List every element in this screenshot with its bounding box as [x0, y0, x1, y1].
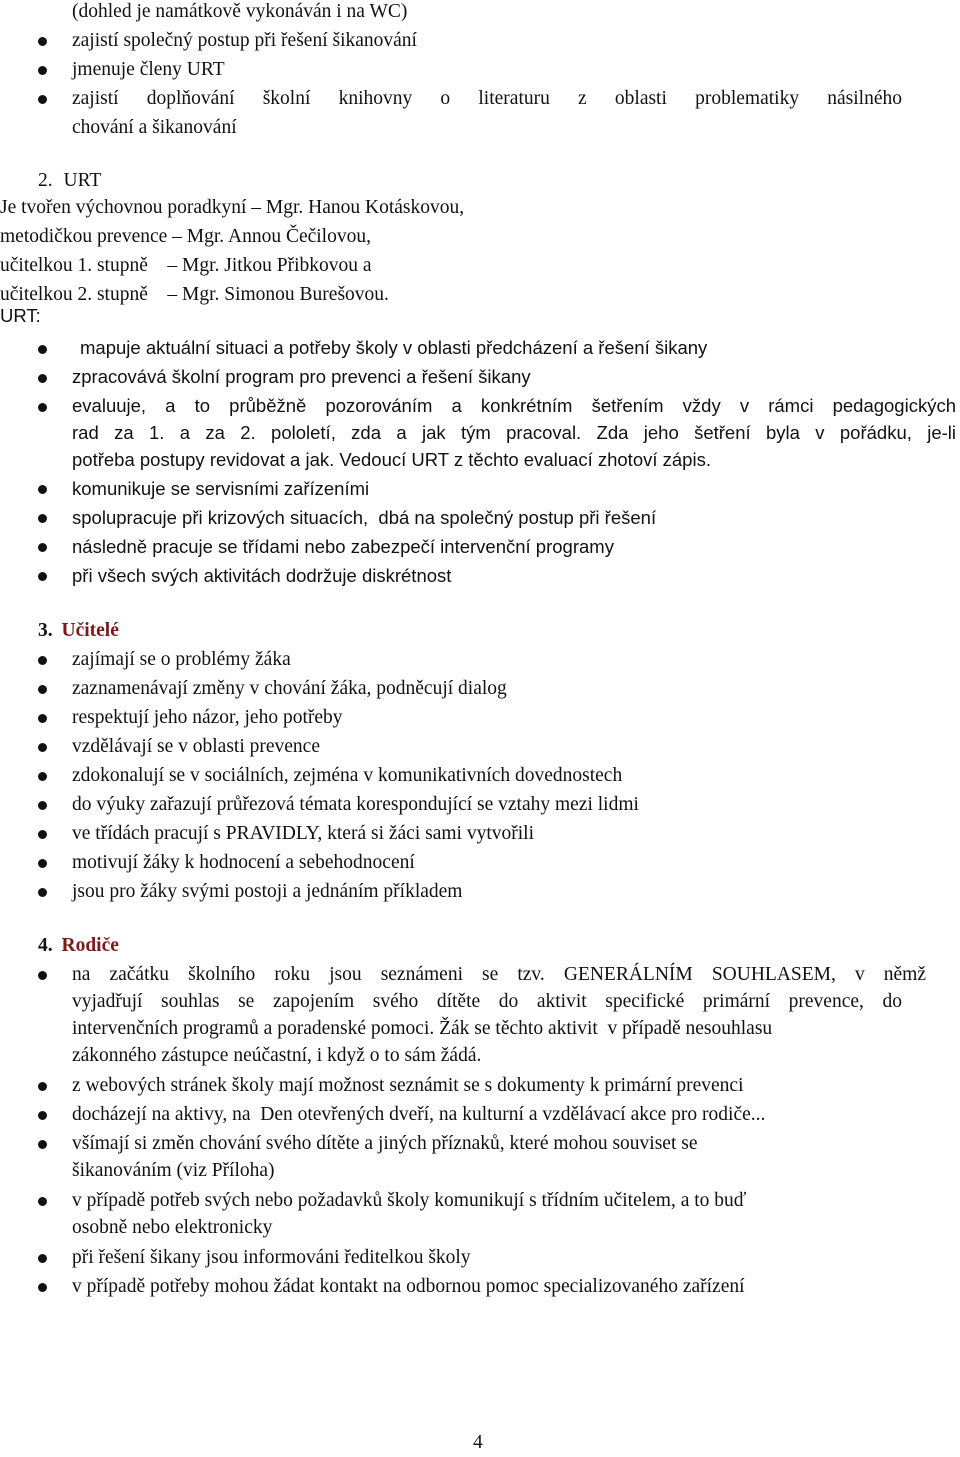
bullet-icon	[38, 801, 47, 810]
parent-item: z webových stránek školy mají možnost seznámit se s dokumenty k primární prevenci	[72, 1075, 744, 1096]
urt-item: následně pracuje se třídami nebo zabezpečí intervenční programy	[72, 536, 614, 557]
section-4-heading	[38, 931, 119, 960]
parent-item-continued: osobně nebo elektronicky	[72, 1217, 273, 1238]
bullet-icon	[38, 1082, 47, 1091]
page-number: 4	[473, 1432, 483, 1453]
urt-composition-line-2: metodičkou prevence – Mgr. Annou Čečilovou,	[0, 226, 371, 247]
bullet-icon	[38, 1254, 47, 1263]
teacher-item: respektují jeho názor, jeho potřeby	[72, 707, 343, 728]
bullet-icon	[38, 403, 47, 412]
teacher-item: jsou pro žáky svými postoji a jednáním příkladem	[72, 881, 463, 902]
teacher-item: zaznamenávají změny v chování žáka, podněcují dialog	[72, 678, 507, 699]
intro-line-4: zajistí doplňování školní knihovny o literaturu z oblasti problematiky násilného	[72, 88, 902, 109]
urt-item: při všech svých aktivitách dodržuje diskrétnost	[72, 565, 452, 586]
urt-item: zpracovává školní program pro prevenci a řešení šikany	[72, 366, 531, 387]
section-3-number: 3.	[38, 620, 53, 641]
parent-item: všímají si změn chování svého dítěte a jiných příznaků, které mohou souviset se	[72, 1133, 698, 1154]
bullet-icon	[38, 714, 47, 723]
urt-item-continued: rad za 1. a za 2. pololetí, zda a jak tým pracoval. Zda jeho šetření byla v pořádku, je-li	[72, 422, 956, 443]
urt-item: spolupracuje při krizových situacích, dbá na společný postup při řešení	[72, 507, 657, 528]
section-4-number: 4.	[38, 935, 53, 956]
urt-item: mapuje aktuální situaci a potřeby školy v oblasti předcházení a řešení šikany	[80, 337, 708, 358]
bullet-icon	[38, 572, 47, 581]
bullet-icon	[38, 66, 47, 75]
urt-item-continued: potřeba postupy revidovat a jak. Vedoucí URT z těchto evaluací zhotoví zápis.	[72, 449, 711, 470]
parent-item-continued: zákonného zástupce neúčastní, i když o to sám žádá.	[72, 1045, 482, 1066]
section-3-heading	[38, 616, 119, 645]
parent-item-continued: šikanováním (viz Příloha)	[72, 1160, 275, 1181]
intro-line-3: jmenuje členy URT	[72, 59, 225, 80]
parent-item-continued: intervenčních programů a poradenské pomoci. Žák se těchto aktivit v případě nesouhlasu	[72, 1018, 773, 1039]
bullet-icon	[38, 543, 47, 552]
bullet-icon	[38, 685, 47, 694]
section-2-number: 2.	[38, 170, 53, 191]
intro-line-2: zajistí společný postup při řešení šikanování	[72, 30, 417, 51]
bullet-icon	[38, 888, 47, 897]
bullet-icon	[38, 1111, 47, 1120]
intro-line-5: chování a šikanování	[72, 117, 237, 138]
urt-label: URT:	[0, 305, 41, 326]
section-4-title: Rodiče	[61, 935, 119, 956]
bullet-icon	[38, 971, 47, 980]
bullet-icon	[38, 345, 47, 354]
bullet-icon	[38, 95, 47, 104]
bullet-icon	[38, 859, 47, 868]
section-2-title: URT	[63, 170, 102, 191]
urt-composition-line-1: Je tvořen výchovnou poradkyní – Mgr. Hanou Kotáskovou,	[0, 197, 465, 218]
bullet-icon	[38, 485, 47, 494]
parent-item: v případě potřeby mohou žádat kontakt na odbornou pomoc specializovaného zařízení	[72, 1276, 745, 1297]
bullet-icon	[38, 830, 47, 839]
bullet-icon	[38, 514, 47, 523]
urt-item: komunikuje se servisními zařízeními	[72, 478, 370, 499]
parent-item: docházejí na aktivy, na Den otevřených dveří, na kulturní a vzdělávací akce pro rodiče...	[72, 1104, 766, 1125]
intro-line-1: (dohled je namátkově vykonáván i na WC)	[72, 1, 408, 22]
section-3-title: Učitelé	[61, 620, 119, 641]
parent-item: při řešení šikany jsou informováni ředitelkou školy	[72, 1247, 471, 1268]
urt-composition-line-3: učitelkou 1. stupně – Mgr. Jitkou Přibkovou a	[0, 255, 372, 276]
parent-item-continued: vyjadřují souhlas se zapojením svého dítěte do aktivit specifické primární prevence, do	[72, 991, 902, 1012]
urt-item: evaluuje, a to průběžně pozorováním a konkrétním šetřením vždy v rámci pedagogických	[72, 395, 956, 416]
bullet-icon	[38, 772, 47, 781]
section-2-heading	[38, 166, 101, 195]
bullet-icon	[38, 743, 47, 752]
parent-item: v případě potřeb svých nebo požadavků školy komunikují s třídním učitelem, a to buď	[72, 1190, 747, 1211]
bullet-icon	[38, 1140, 47, 1149]
urt-composition-line-4: učitelkou 2. stupně – Mgr. Simonou Burešovou.	[0, 284, 389, 305]
teacher-item: ve třídách pracují s PRAVIDLY, která si žáci sami vytvořili	[72, 823, 534, 844]
teacher-item: zdokonalují se v sociálních, zejména v komunikativních dovednostech	[72, 765, 623, 786]
bullet-icon	[38, 1283, 47, 1292]
teacher-item: motivují žáky k hodnocení a sebehodnocení	[72, 852, 415, 873]
parent-item: na začátku školního roku jsou seznámeni se tzv. GENERÁLNÍM SOUHLASEM, v němž	[72, 964, 926, 985]
bullet-icon	[38, 1197, 47, 1206]
bullet-icon	[38, 656, 47, 665]
teacher-item: vzdělávají se v oblasti prevence	[72, 736, 320, 757]
bullet-icon	[38, 374, 47, 383]
bullet-icon	[38, 37, 47, 46]
teacher-item: zajímají se o problémy žáka	[72, 649, 291, 670]
teacher-item: do výuky zařazují průřezová témata korespondující se vztahy mezi lidmi	[72, 794, 639, 815]
